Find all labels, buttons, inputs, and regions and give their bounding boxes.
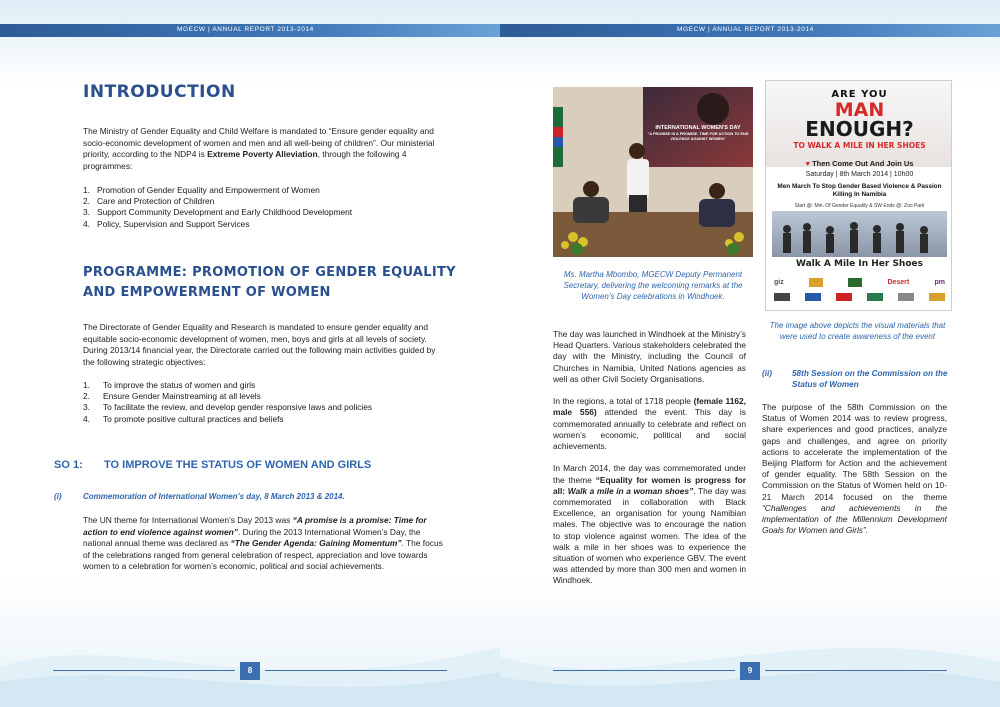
list-number: 3.	[83, 402, 90, 413]
list-text: Care and Protection of Children	[97, 196, 215, 207]
list-number: 1.	[83, 185, 90, 195]
theme-2014-italic: Walk a mile in a woman shoes”	[567, 485, 694, 496]
list-item	[83, 196, 463, 207]
national-theme: “The Gender Agenda: Gaining Momentum”	[230, 538, 402, 549]
footer-rule-left	[553, 670, 735, 671]
poster-come-out	[796, 159, 923, 170]
programme-heading: PROGRAMME: PROMOTION OF GENDER EQUALITY AND EMPOWERMENT OF WOMEN	[83, 265, 456, 300]
photo-caption: Ms. Martha Mbombo, MGECW Deputy Permanent Secretary, delivering the welcoming remarks at the Women’s Day celebrations in Windhoek.	[563, 270, 743, 301]
poster-man: MAN	[834, 99, 885, 121]
list-item	[83, 402, 463, 413]
page-number: 8	[240, 662, 260, 680]
photo-banner-text	[645, 125, 751, 142]
march-text-2: . The day was commemorated in collaboration with Black Excellence, an organisation for young Namibian males. The objective was to encourage the nation to stop violence against women. The idea of the walk a mile in her shoes was to experience the situation of women who experience GBV. The event was attended by more than 300 men and women in Windhoek.	[553, 485, 747, 586]
session-number: (ii)	[762, 369, 773, 378]
list-item	[83, 219, 463, 230]
intro-priority: Extreme Poverty Alleviation	[207, 149, 318, 160]
crowd-silhouettes	[772, 211, 947, 257]
footer-rule-left	[53, 670, 235, 671]
poster-sponsors	[774, 275, 945, 289]
list-item	[83, 391, 463, 402]
sponsor-logo-giz: giz	[774, 278, 784, 286]
introduction-heading: INTRODUCTION	[83, 82, 236, 102]
regions-text-2: attended the event. This day is commemorated annually to celebrate and reflect on women’s economic, political and social achievements.	[553, 407, 746, 452]
sponsor-logo-icon	[898, 293, 914, 301]
un-theme-paragraph	[83, 515, 449, 573]
poster-logo-row	[774, 293, 945, 303]
sponsor-logo-icon	[929, 293, 945, 301]
intro-paragraph	[83, 126, 449, 172]
poster-walk-shoes: Walk A Mile In Her Shoes	[796, 259, 923, 269]
poster-crowd-image	[772, 211, 947, 257]
photo-banner-line2: "A PROMISE IS A PROMISE: TIME FOR ACTION TO END VIOLENCE AGAINST WOMEN"	[647, 132, 749, 141]
regions-text-1: In the regions, a total of 1718 people	[553, 396, 694, 407]
list-text: To promote positive cultural practices and beliefs	[103, 413, 284, 424]
campaign-poster	[765, 80, 952, 311]
list-item	[83, 380, 463, 391]
theme-2014: “Equality for women is progress for all:	[553, 474, 747, 496]
list-number: 2.	[83, 391, 90, 402]
list-number: 3.	[83, 207, 90, 218]
so-number: SO 1:	[54, 459, 83, 471]
poster-are-you: ARE YOU	[831, 89, 888, 100]
running-header: MGECW | ANNUAL REPORT 2013-2014	[177, 26, 314, 33]
sponsor-logo-icon	[836, 293, 852, 301]
poster-caption: The image above depicts the visual materials that were used to create awareness of the event	[769, 321, 946, 341]
poster-date: Saturday | 8th March 2014 | 10h00	[805, 171, 914, 178]
session-title: 58th Session on the Commission on the Status of Women	[792, 369, 948, 389]
list-number: 2.	[83, 196, 90, 207]
photo-banner-line1: INTERNATIONAL WOMEN'S DAY	[655, 125, 741, 131]
sponsor-logo-pm: pm	[934, 278, 945, 286]
running-header: MGECW | ANNUAL REPORT 2013-2014	[677, 26, 814, 33]
right-column-2	[762, 402, 947, 548]
un-text-2: . During the 2013 International Women’s Day, the national annual theme was declared as	[83, 526, 421, 549]
list-text: Support Community Development and Early Childhood Development	[97, 207, 353, 218]
csw-text: The purpose of the 58th Commission on the Status of Women 2014 was to review progress, share experiences and good practices, analyze gaps and challenges, and agree on priority actions to accelerate the implementation of the Beijing Platform for Action and the achievement of gender equality. The 58th Session on the Commission on the Status of Women held on 10-21 March 2014 focused on the theme	[762, 402, 947, 502]
sponsor-logo-icon	[848, 278, 862, 287]
header-bar	[500, 24, 1000, 37]
so-title: TO IMPROVE THE STATUS OF WOMEN AND GIRLS	[104, 459, 372, 471]
event-photo-image	[553, 87, 753, 257]
decorative-swoosh	[0, 587, 500, 707]
decorative-swoosh	[500, 587, 1000, 707]
list-item	[83, 207, 463, 218]
launch-paragraph: The day was launched in Windhoek at the Ministry’s Head Quarters. Various stakeholders celebrated the day with the Ministry, including the Council of Churches in Namibia, United Nations agencies as well as other Civil Society Organisations.	[553, 329, 746, 384]
regions-paragraph	[553, 396, 746, 452]
programmes-list	[83, 185, 463, 230]
list-text: Ensure Gender Mainstreaming at all levels	[103, 391, 261, 402]
sponsor-logo-icon	[805, 293, 821, 301]
womens-day-photo	[553, 87, 753, 257]
un-theme-2013: “A promise is a promise: Time for action to end violence against women”	[83, 515, 427, 537]
list-number: 4.	[83, 413, 90, 424]
footer-rule-right	[265, 670, 447, 671]
list-text: Policy, Supervision and Support Services	[97, 218, 250, 229]
objectives-list	[83, 380, 463, 425]
directorate-paragraph: The Directorate of Gender Equality and Research is mandated to ensure gender equality and equitable socio-economic development of women, men, boys and girls at all levels of society. During 2013/14 financial year, the Directorate carried out the following main activities guided by the following strategic objectives:	[83, 322, 436, 367]
poster-route: Start @: Min. Of Gender Equality & SW Ends @: Zoo Park	[794, 203, 925, 209]
un-text-3: . The focus of the celebrations ranged from general celebration of respect, appreciation and love towards women to a celebration for women’s economic, political and social achievements.	[83, 538, 443, 572]
attendance-figures: (female 1162, male 556)	[553, 396, 746, 418]
poster-enough: ENOUGH?	[805, 117, 914, 141]
sponsor-logo-icon	[774, 293, 790, 301]
sponsor-logo-icon	[867, 293, 883, 301]
intro-text-start: The Ministry of Gender Equality and Child Welfare is mandated to “Ensure gender equality and socio-economic development of women and men and all well-being of children”. Our ministerial priority, according to the NDP4 is	[83, 126, 435, 160]
un-text-1: The UN theme for International Women’s Day 2013 was	[83, 515, 293, 525]
list-text: To facilitate the review, and develop gender responsive laws and policies	[103, 402, 373, 413]
list-item	[83, 185, 463, 196]
csw-paragraph	[762, 402, 947, 536]
poster-march-line: Men March To Stop Gender Based Violence & Passion Killing In Namibia	[777, 183, 942, 198]
heart-icon: ♥	[805, 159, 810, 168]
csw-theme: “Challenges and achievements in the implementation of the Millennium Development Goals for Women and Girls”.	[762, 502, 947, 536]
list-text: Promotion of Gender Equality and Empowerment of Women	[97, 185, 320, 195]
list-item	[83, 414, 463, 425]
march-text-1: In March 2014, the day was commemorated under the theme	[553, 463, 746, 485]
footer-rule-right	[765, 670, 947, 671]
sponsor-logo-icon	[809, 278, 823, 287]
right-column-1	[553, 329, 746, 598]
so1-heading	[54, 459, 371, 471]
poster-come-out-text: Then Come Out And Join Us	[812, 159, 914, 168]
march-2014-paragraph	[553, 463, 746, 586]
list-number: 1.	[83, 380, 90, 390]
poster-walk-line: TO WALK A MILE IN HER SHOES	[793, 141, 926, 150]
intro-text-end: , through the following 4 programmes:	[83, 149, 407, 171]
list-number: 4.	[83, 218, 90, 229]
header-bar	[0, 24, 500, 37]
subsection-title: Commemoration of International Women’s day, 8 March 2013 & 2014.	[83, 492, 345, 501]
page-number: 9	[740, 662, 760, 680]
subsection-number: (i)	[54, 492, 62, 501]
commemoration-heading	[54, 492, 345, 501]
sponsor-logo-desert: Desert	[887, 278, 910, 286]
list-text: To improve the status of women and girls	[103, 380, 256, 390]
